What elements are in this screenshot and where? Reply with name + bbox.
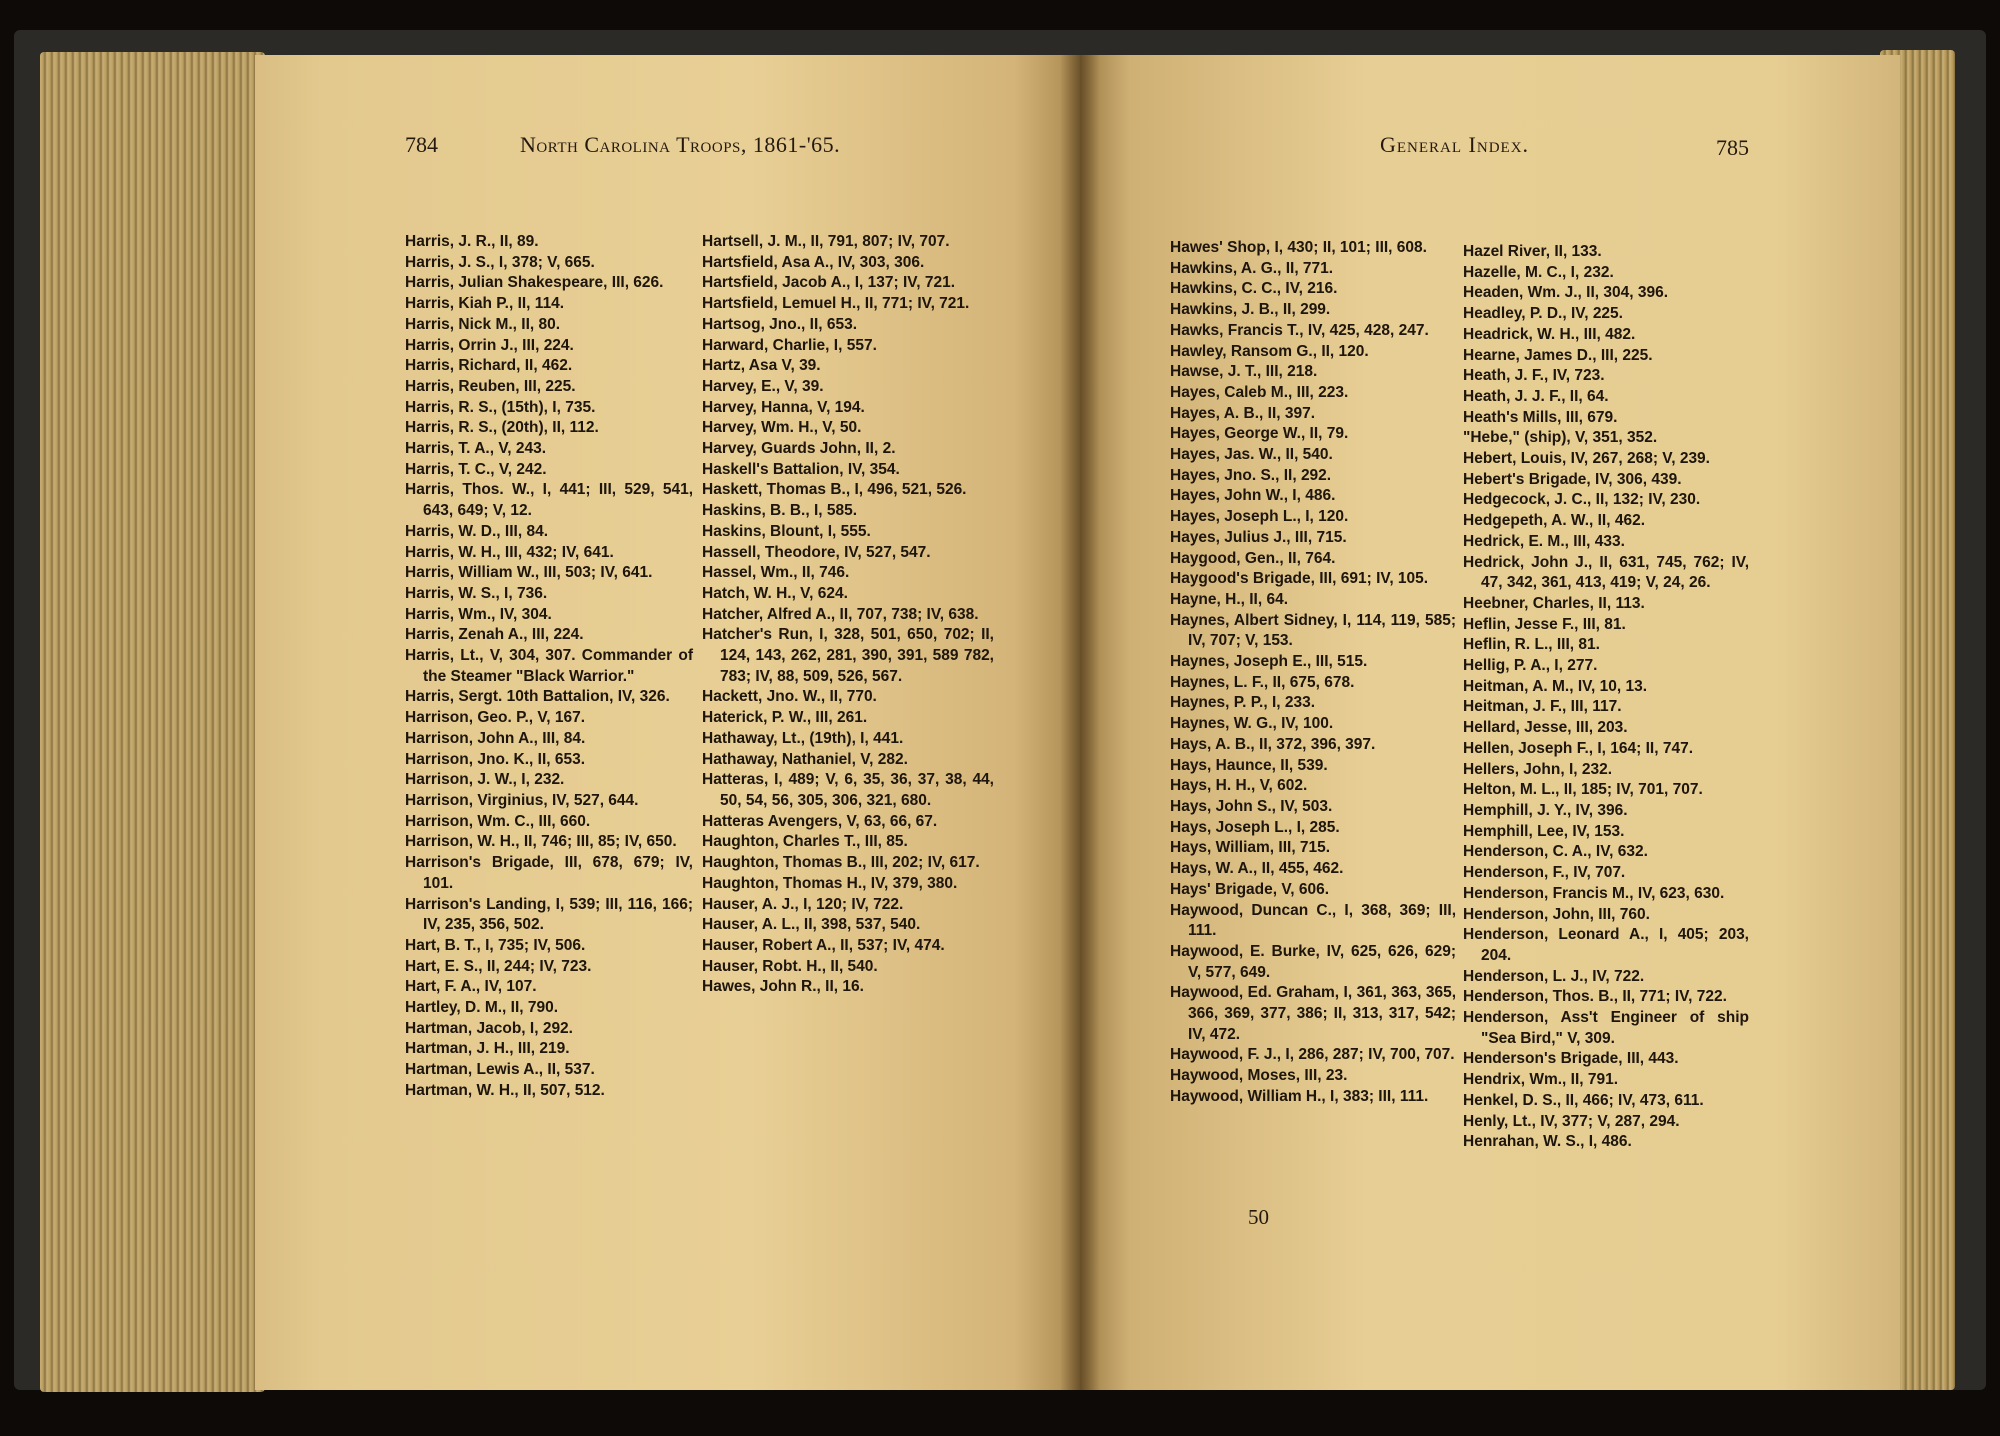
index-entry: Hearne, James D., III, 225. [1463, 346, 1653, 364]
index-entry: Hawkins, C. C., IV, 216. [1170, 280, 1338, 298]
index-entry: Haygood, Gen., II, 764. [1170, 549, 1336, 567]
index-entry: Hawkins, J. B., II, 299. [1170, 301, 1331, 319]
index-entry: Harrison, J. W., I, 232. [405, 771, 565, 789]
index-entry: Headen, Wm. J., II, 304, 396. [1463, 284, 1669, 302]
index-entry: Henderson's Brigade, III, 443. [1463, 1050, 1679, 1068]
index-entry: Harris, T. A., V, 243. [405, 440, 547, 458]
index-entry: Hartz, Asa V, 39. [702, 357, 821, 375]
index-entry: Hauser, Robt. H., II, 540. [702, 957, 878, 975]
index-entry: Harrison, John A., III, 84. [405, 729, 586, 747]
index-entry: Hays, Joseph L., I, 285. [1170, 818, 1340, 836]
index-entry: Hellers, John, I, 232. [1463, 760, 1613, 778]
left-running-head: North Carolina Troops, 1861-'65. [520, 132, 841, 157]
index-entry: Haygood's Brigade, III, 691; IV, 105. [1170, 570, 1429, 588]
index-entry: Hebert's Brigade, IV, 306, 439. [1463, 470, 1682, 488]
index-entry: Haynes, Joseph E., III, 515. [1170, 653, 1368, 671]
index-entry: Hartsell, J. M., II, 791, 807; IV, 707. [702, 233, 950, 250]
index-entry: Haynes, Albert Sidney, I, 114, 119, 585; IV, 707; V, 153. [1170, 611, 1456, 650]
index-entry: Hathaway, Lt., (19th), I, 441. [702, 729, 904, 747]
right-index-column-2 [1463, 242, 1749, 1153]
left-index-column-2 [702, 232, 994, 998]
index-entry: Hauser, A. J., I, 120; IV, 722. [702, 895, 904, 913]
index-entry: Harris, R. S., (15th), I, 735. [405, 398, 596, 416]
index-entry: Haynes, L. F., II, 675, 678. [1170, 673, 1355, 691]
index-entry: Hawse, J. T., III, 218. [1170, 363, 1318, 381]
index-entry: Henderson, Leonard A., I, 405; 203, 204. [1463, 926, 1749, 964]
index-entry: Hawes' Shop, I, 430; II, 101; III, 608. [1170, 239, 1427, 256]
left-index-column-1 [405, 232, 693, 1102]
index-entry: Hartman, Jacob, I, 292. [405, 1019, 573, 1037]
index-entry: Hemphill, Lee, IV, 153. [1463, 822, 1625, 840]
index-entry: Hedgepeth, A. W., II, 462. [1463, 512, 1646, 530]
index-entry: Harrison's Landing, I, 539; III, 116, 166; IV, 235, 356, 502. [405, 895, 693, 934]
index-entry: Henderson, Ass't Engineer of ship "Sea Bird," V, 309. [1463, 1009, 1749, 1047]
index-entry: Hellen, Joseph F., I, 164; II, 747. [1463, 739, 1694, 757]
index-entry: Hawks, Francis T., IV, 425, 428, 247. [1170, 321, 1429, 339]
index-entry: Hebert, Louis, IV, 267, 268; V, 239. [1463, 450, 1710, 468]
index-entry: Heflin, Jesse F., III, 81. [1463, 615, 1626, 633]
index-entry: Haskell's Battalion, IV, 354. [702, 460, 900, 478]
index-entry: Hays, H. H., V, 602. [1170, 777, 1308, 795]
index-entry: Hawes, John R., II, 16. [702, 978, 864, 996]
index-entry: Haughton, Thomas B., III, 202; IV, 617. [702, 854, 980, 872]
index-entry: Hartsfield, Lemuel H., II, 771; IV, 721. [702, 295, 970, 313]
right-running-head: General Index. [1380, 132, 1530, 157]
book-gutter [1060, 55, 1100, 1390]
index-entry: Harris, Wm., IV, 304. [405, 605, 552, 623]
index-entry: Harrison, Geo. P., V, 167. [405, 709, 586, 727]
index-entry: Henkel, D. S., II, 466; IV, 473, 611. [1463, 1091, 1704, 1109]
index-entry: Hayes, John W., I, 486. [1170, 487, 1336, 505]
index-entry: Hassel, Wm., II, 746. [702, 564, 850, 582]
index-entry: Hawley, Ransom G., II, 120. [1170, 342, 1369, 360]
index-entry: Hays' Brigade, V, 606. [1170, 880, 1330, 898]
index-entry: Haywood, Moses, III, 23. [1170, 1067, 1348, 1085]
index-entry: Heath, J. F., IV, 723. [1463, 367, 1605, 385]
index-entry: Hayes, Julius J., III, 715. [1170, 528, 1347, 546]
index-entry: Haughton, Thomas H., IV, 379, 380. [702, 874, 958, 892]
index-entry: Hayes, Joseph L., I, 120. [1170, 508, 1349, 526]
index-entry: Haynes, W. G., IV, 100. [1170, 715, 1334, 733]
index-entry: Harris, J. R., II, 89. [405, 233, 539, 250]
index-entry: Harris, T. C., V, 242. [405, 460, 547, 478]
index-entry: Headley, P. D., IV, 225. [1463, 305, 1623, 323]
index-entry: Hays, William, III, 715. [1170, 839, 1331, 857]
index-entry: Hackett, Jno. W., II, 770. [702, 688, 877, 706]
index-entry: Hartman, J. H., III, 219. [405, 1040, 570, 1058]
index-entry: Hayes, Jno. S., II, 292. [1170, 466, 1332, 484]
index-entry: Henly, Lt., IV, 377; V, 287, 294. [1463, 1112, 1680, 1130]
index-entry: Harris, Richard, II, 462. [405, 357, 573, 375]
index-entry: Harris, Sergt. 10th Battalion, IV, 326. [405, 688, 670, 706]
index-entry: Hassell, Theodore, IV, 527, 547. [702, 543, 931, 561]
index-entry: Harris, Kiah P., II, 114. [405, 295, 565, 313]
index-entry: Hayes, Caleb M., III, 223. [1170, 383, 1349, 401]
index-entry: Hays, Haunce, II, 539. [1170, 756, 1328, 774]
index-entry: Hawkins, A. G., II, 771. [1170, 259, 1334, 277]
index-entry: Henderson, Francis M., IV, 623, 630. [1463, 884, 1725, 902]
index-entry: Haywood, Ed. Graham, I, 361, 363, 365, 366, 369, 377, 386; II, 313, 317, 542; IV, 472. [1170, 984, 1456, 1043]
index-entry: Hayne, H., II, 64. [1170, 590, 1289, 608]
index-entry: Hendrix, Wm., II, 791. [1463, 1071, 1619, 1089]
index-entry: "Hebe," (ship), V, 351, 352. [1463, 429, 1658, 447]
index-entry: Harrison's Brigade, III, 678, 679; IV, 101. [405, 854, 693, 892]
index-entry: Hartsfield, Jacob A., I, 137; IV, 721. [702, 274, 955, 292]
index-entry: Heath's Mills, III, 679. [1463, 408, 1618, 426]
index-entry: Harris, Thos. W., I, 441; III, 529, 541, 643, 649; V, 12. [405, 481, 693, 520]
index-entry: Harris, Reuben, III, 225. [405, 377, 576, 395]
index-entry: Haynes, P. P., I, 233. [1170, 694, 1316, 712]
index-entry: Hatteras, I, 489; V, 6, 35, 36, 37, 38, 44, 50, 54, 56, 305, 306, 321, 680. [702, 771, 994, 809]
index-entry: Haywood, F. J., I, 286, 287; IV, 700, 707. [1170, 1046, 1455, 1064]
index-entry: Hartsfield, Asa A., IV, 303, 306. [702, 253, 925, 271]
index-entry: Henderson, F., IV, 707. [1463, 864, 1626, 882]
signature-folio: 50 [1248, 1205, 1269, 1229]
index-entry: Hedgecock, J. C., II, 132; IV, 230. [1463, 491, 1701, 509]
index-entry: Hatteras Avengers, V, 63, 66, 67. [702, 812, 938, 830]
index-entry: Harris, Lt., V, 304, 307. Commander of the Steamer "Black Warrior." [405, 647, 693, 685]
index-entry: Harris, Orrin J., III, 224. [405, 336, 574, 354]
index-entry: Harris, R. S., (20th), II, 112. [405, 419, 599, 437]
index-entry: Hart, F. A., IV, 107. [405, 978, 537, 996]
index-entry: Hauser, Robert A., II, 537; IV, 474. [702, 936, 945, 954]
index-entry: Haterick, P. W., III, 261. [702, 709, 868, 727]
index-entry: Henderson, John, III, 760. [1463, 905, 1650, 923]
index-entry: Harris, Julian Shakespeare, III, 626. [405, 274, 664, 292]
index-entry: Harrison, Jno. K., II, 653. [405, 750, 586, 768]
index-entry: Helton, M. L., II, 185; IV, 701, 707. [1463, 781, 1703, 799]
index-entry: Heebner, Charles, II, 113. [1463, 594, 1645, 612]
index-entry: Henderson, C. A., IV, 632. [1463, 843, 1648, 861]
index-entry: Hatcher, Alfred A., II, 707, 738; IV, 638. [702, 605, 979, 623]
index-entry: Harvey, Hanna, V, 194. [702, 398, 865, 416]
index-entry: Haughton, Charles T., III, 85. [702, 833, 908, 851]
index-entry: Hedrick, E. M., III, 433. [1463, 532, 1625, 550]
index-entry: Harris, W. S., I, 736. [405, 584, 548, 602]
right-page-number: 785 [1716, 135, 1749, 160]
index-entry: Heflin, R. L., III, 81. [1463, 636, 1600, 654]
index-entry: Hauser, A. L., II, 398, 537, 540. [702, 916, 921, 934]
index-entry: Haskins, B. B., I, 585. [702, 502, 858, 520]
index-entry: Harrison, Wm. C., III, 660. [405, 812, 591, 830]
index-entry: Heitman, J. F., III, 117. [1463, 698, 1622, 716]
index-entry: Harvey, E., V, 39. [702, 377, 824, 395]
index-entry: Headrick, W. H., III, 482. [1463, 325, 1636, 343]
index-entry: Haywood, E. Burke, IV, 625, 626, 629; V, 577, 649. [1170, 942, 1456, 981]
index-entry: Harward, Charlie, I, 557. [702, 336, 877, 354]
index-entry: Hart, E. S., II, 244; IV, 723. [405, 957, 592, 975]
index-entry: Haskins, Blount, I, 555. [702, 522, 871, 540]
index-entry: Hatch, W. H., V, 624. [702, 584, 848, 602]
page-edges-left [40, 52, 265, 1392]
index-entry: Harrison, Virginius, IV, 527, 644. [405, 791, 639, 809]
index-entry: Hathaway, Nathaniel, V, 282. [702, 750, 908, 768]
index-entry: Hays, John S., IV, 503. [1170, 797, 1333, 815]
right-index-column-1 [1170, 238, 1456, 1108]
index-entry: Heath, J. J. F., II, 64. [1463, 387, 1609, 405]
index-entry: Hays, A. B., II, 372, 396, 397. [1170, 735, 1376, 753]
index-entry: Harvey, Wm. H., V, 50. [702, 419, 862, 437]
index-entry: Hazel River, II, 133. [1463, 243, 1602, 260]
index-entry: Hartman, W. H., II, 507, 512. [405, 1081, 605, 1099]
index-entry: Harris, J. S., I, 378; V, 665. [405, 253, 595, 271]
index-entry: Harris, W. D., III, 84. [405, 522, 548, 540]
index-entry: Haywood, William H., I, 383; III, 111. [1170, 1087, 1429, 1105]
index-entry: Hemphill, J. Y., IV, 396. [1463, 801, 1628, 819]
index-entry: Harris, Nick M., II, 80. [405, 315, 561, 333]
index-entry: Harvey, Guards John, II, 2. [702, 440, 896, 458]
left-page-number: 784 [405, 132, 438, 157]
index-entry: Hellig, P. A., I, 277. [1463, 657, 1598, 675]
index-entry: Hays, W. A., II, 455, 462. [1170, 860, 1344, 878]
index-entry: Hartley, D. M., II, 790. [405, 999, 559, 1017]
index-entry: Hazelle, M. C., I, 232. [1463, 263, 1614, 281]
index-entry: Haywood, Duncan C., I, 368, 369; III, 111. [1170, 901, 1456, 940]
index-entry: Hartsog, Jno., II, 653. [702, 315, 858, 333]
index-entry: Hatcher's Run, I, 328, 501, 650, 702; II, 124, 143, 262, 281, 390, 391, 589 782, 783; IV, 88, 509, 526, 567. [702, 626, 994, 685]
index-entry: Hart, B. T., I, 735; IV, 506. [405, 936, 586, 954]
index-entry: Hedrick, John J., II, 631, 745, 762; IV, 47, 342, 361, 413, 419; V, 24, 26. [1463, 553, 1749, 592]
index-entry: Henderson, Thos. B., II, 771; IV, 722. [1463, 988, 1727, 1006]
index-entry: Heitman, A. M., IV, 10, 13. [1463, 677, 1648, 695]
index-entry: Hayes, Jas. W., II, 540. [1170, 446, 1333, 464]
index-entry: Harrison, W. H., II, 746; III, 85; IV, 650. [405, 833, 677, 851]
index-entry: Hartman, Lewis A., II, 537. [405, 1061, 595, 1079]
index-entry: Hayes, George W., II, 79. [1170, 425, 1349, 443]
index-entry: Harris, W. H., III, 432; IV, 641. [405, 543, 614, 561]
index-entry: Harris, Zenah A., III, 224. [405, 626, 584, 644]
index-entry: Haskett, Thomas B., I, 496, 521, 526. [702, 481, 967, 499]
index-entry: Hellard, Jesse, III, 203. [1463, 719, 1628, 737]
index-entry: Henderson, L. J., IV, 722. [1463, 967, 1645, 985]
index-entry: Harris, William W., III, 503; IV, 641. [405, 564, 653, 582]
index-entry: Henrahan, W. S., I, 486. [1463, 1133, 1632, 1151]
index-entry: Hayes, A. B., II, 397. [1170, 404, 1316, 422]
